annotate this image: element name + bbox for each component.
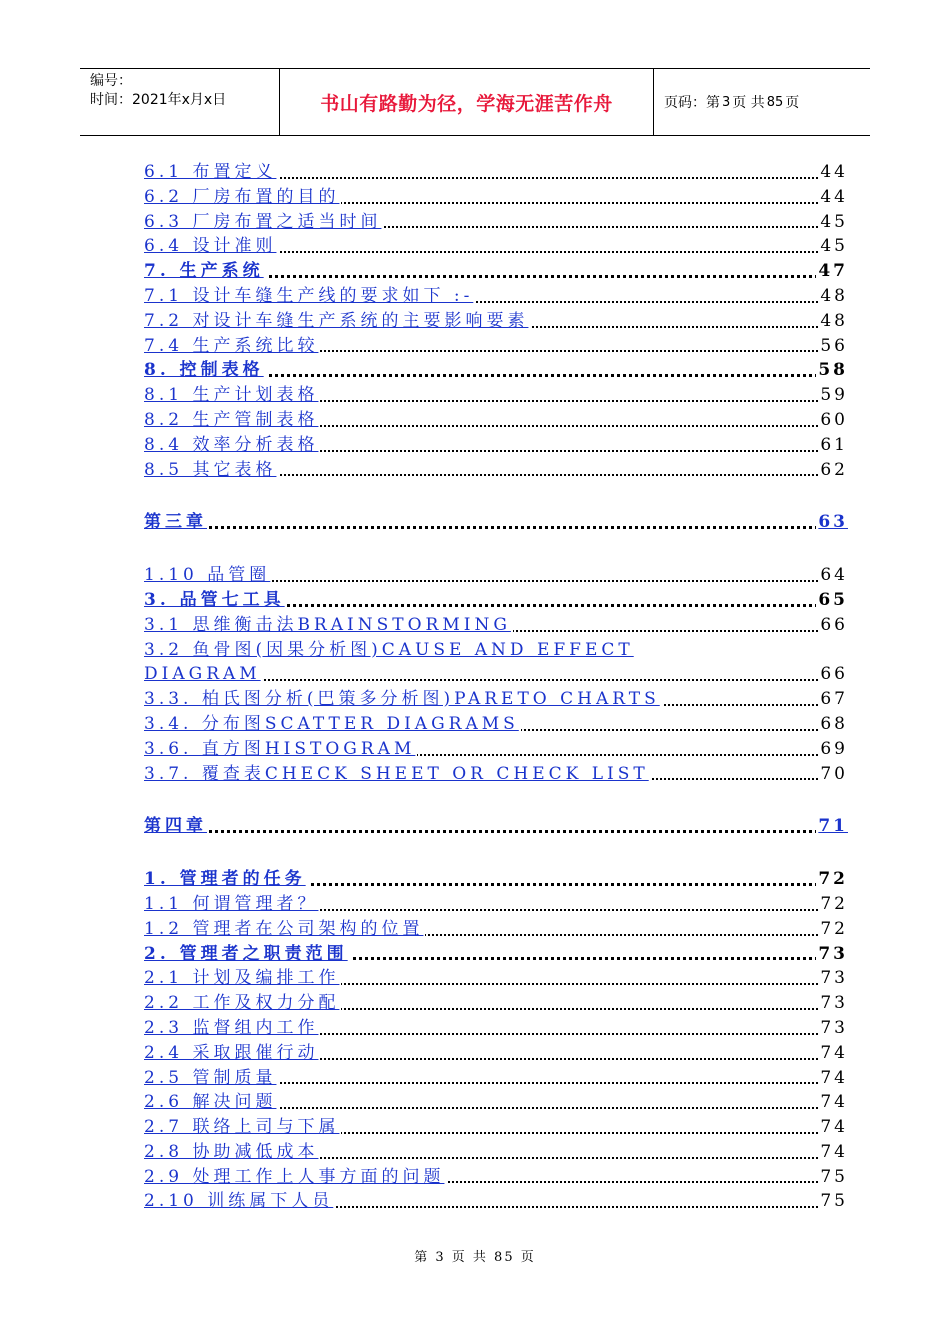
toc-entry-title[interactable]: 2.1 计划及编排工作 (144, 968, 340, 989)
toc-entry[interactable] (144, 458, 848, 483)
toc-entry-title[interactable]: 2.2 工作及权力分配 (144, 993, 340, 1014)
page-footer: 第 3 页 共 85 页 (414, 1250, 536, 1265)
toc-entry[interactable] (144, 185, 848, 210)
toc-entry-title[interactable]: 1.2 管理者在公司架构的位置 (144, 918, 424, 939)
toc-page-number: 71 (816, 814, 848, 839)
toc-page-number: 70 (818, 762, 848, 787)
toc-entry-title[interactable]: DIAGRAM (144, 664, 261, 685)
toc-page-number: 67 (818, 687, 848, 712)
toc-entry-title[interactable]: 2.5 管制质量 (144, 1067, 277, 1088)
toc-entry[interactable] (144, 1066, 848, 1091)
toc-entry[interactable] (144, 1189, 848, 1214)
toc-entry-title[interactable]: 7.4 生产系统比较 (144, 335, 319, 356)
toc-page-number: 60 (818, 408, 848, 433)
toc-entry-title[interactable]: 8.4 效率分析表格 (144, 434, 319, 455)
toc-section-1 (144, 160, 848, 482)
toc-entry-title[interactable]: 3.3. 柏氏图分析(巴策多分析图)PARETO CHARTS (144, 689, 660, 710)
toc-page-number: 44 (818, 185, 848, 210)
toc-page-number: 74 (818, 1066, 848, 1091)
toc-entry-title[interactable]: 2.6 解决问题 (144, 1092, 277, 1113)
toc-entry-title[interactable]: 2.4 采取跟催行动 (144, 1042, 319, 1063)
toc-entry[interactable] (144, 917, 848, 942)
toc-entry[interactable] (144, 259, 848, 284)
toc-entry-title[interactable]: 6.2 厂房布置的目的 (144, 186, 340, 207)
toc-entry-title[interactable]: 2.8 协助减低成本 (144, 1141, 319, 1162)
toc-page-number: 65 (816, 588, 848, 613)
toc-page-number: 58 (816, 358, 848, 383)
toc-entry[interactable] (144, 358, 848, 383)
toc-page-number: 48 (818, 309, 848, 334)
toc-entry-title[interactable]: 1.1 何谓管理者？ (144, 893, 319, 914)
toc-entry[interactable] (144, 433, 848, 458)
toc-entry-title[interactable]: 6.4 设计准则 (144, 236, 277, 257)
header-meta (80, 69, 280, 135)
toc-page-number: 73 (816, 942, 848, 967)
toc-entry[interactable] (144, 1115, 848, 1140)
toc-entry-title[interactable]: 8.5 其它表格 (144, 459, 277, 480)
toc-page-number: 73 (818, 1016, 848, 1041)
toc-entry[interactable] (144, 737, 848, 762)
toc-entry[interactable] (144, 712, 848, 737)
toc-page-number: 68 (818, 712, 848, 737)
toc-section-3 (144, 563, 848, 786)
toc-entry[interactable] (144, 1165, 848, 1190)
toc-entry[interactable] (144, 563, 848, 588)
toc-entry[interactable] (144, 1041, 848, 1066)
doc-number-label: 编号： (90, 73, 132, 89)
toc-entry[interactable] (144, 867, 848, 892)
toc-page-number: 75 (818, 1189, 848, 1214)
header-page-info (654, 69, 870, 135)
toc-entry-title[interactable]: 6.3 厂房布置之适当时间 (144, 211, 382, 232)
toc-entry-title[interactable]: 7. 生产系统 (144, 261, 264, 282)
toc-entry[interactable] (144, 383, 848, 408)
leader-dots (144, 526, 818, 529)
toc-page-number: 72 (818, 917, 848, 942)
toc-entry-title[interactable]: 7.1 设计车缝生产线的要求如下 :- (144, 285, 474, 306)
toc-entry-title[interactable]: 8.2 生产管制表格 (144, 409, 319, 430)
toc-section-4 (144, 867, 848, 1214)
toc-entry[interactable] (144, 991, 848, 1016)
toc-entry[interactable] (144, 966, 848, 991)
toc-page-number: 73 (818, 966, 848, 991)
toc-entry[interactable] (144, 1016, 848, 1041)
table-of-contents (144, 160, 848, 1214)
page-label-mid: 页 共 (732, 95, 765, 111)
toc-page-number: 63 (816, 510, 848, 535)
toc-entry[interactable] (144, 234, 848, 259)
toc-entry-title[interactable]: 3. 品管七工具 (144, 589, 285, 610)
toc-entry-title[interactable]: 2.7 联络上司与下属 (144, 1117, 340, 1138)
toc-page-number: 61 (818, 433, 848, 458)
toc-page-number: 48 (818, 284, 848, 309)
toc-entry[interactable] (144, 334, 848, 359)
toc-entry[interactable] (144, 638, 848, 663)
toc-entry[interactable] (144, 942, 848, 967)
toc-entry[interactable] (144, 662, 848, 687)
toc-entry-title[interactable]: 6.1 布置定义 (144, 162, 277, 182)
toc-page-number: 69 (818, 737, 848, 762)
toc-page-number: 56 (818, 334, 848, 359)
toc-entry-title[interactable]: 3.2 鱼骨图(因果分析图)CAUSE AND EFFECT (144, 639, 634, 660)
header-motto: 书山有路勤为径，学海无涯苦作舟 (280, 69, 654, 135)
toc-page-number: 47 (816, 259, 848, 284)
toc-page-number: 62 (818, 458, 848, 483)
page-current: 3 (722, 94, 731, 110)
toc-entry-title[interactable]: 2.3 监督组内工作 (144, 1017, 319, 1038)
toc-entry-title[interactable]: 1.10 品管圈 (144, 565, 271, 586)
toc-page-number: 72 (818, 892, 848, 917)
toc-page-number: 44 (818, 160, 848, 185)
page-label-prefix: 页码：第 (664, 95, 720, 111)
toc-chapter-4[interactable] (144, 814, 848, 839)
toc-entry-title[interactable]: 1. 管理者的任务 (144, 869, 306, 890)
toc-entry[interactable] (144, 613, 848, 638)
toc-page-number: 75 (818, 1165, 848, 1190)
toc-entry[interactable] (144, 762, 848, 787)
toc-entry-title[interactable]: 2.9 处理工作上人事方面的问题 (144, 1166, 445, 1187)
toc-page-number: 72 (816, 867, 848, 892)
toc-page-number: 45 (818, 210, 848, 235)
toc-entry-title[interactable]: 7.2 对设计车缝生产系统的主要影响要素 (144, 310, 529, 331)
toc-entry-title[interactable]: 2. 管理者之职责范围 (144, 943, 348, 964)
toc-page-number: 73 (818, 991, 848, 1016)
toc-page-number: 66 (818, 662, 848, 687)
toc-entry[interactable] (144, 687, 848, 712)
toc-entry-title[interactable]: 8.1 生产计划表格 (144, 385, 319, 406)
toc-entry-title[interactable]: 3.1 思维衡击法BRAINSTORMING (144, 614, 511, 635)
leader-dots (144, 830, 818, 833)
toc-entry[interactable] (144, 588, 848, 613)
toc-page-number: 74 (818, 1140, 848, 1165)
toc-page-number: 74 (818, 1090, 848, 1115)
toc-chapter-3[interactable] (144, 510, 848, 535)
toc-page-number: 64 (818, 563, 848, 588)
toc-entry[interactable] (144, 892, 848, 917)
toc-entry-title[interactable]: 8. 控制表格 (144, 360, 264, 381)
toc-entry[interactable] (144, 284, 848, 309)
toc-entry-title[interactable]: 2.10 训练属下人员 (144, 1191, 334, 1212)
toc-entry[interactable] (144, 1140, 848, 1165)
page-label-suffix: 页 (785, 95, 800, 111)
toc-page-number: 74 (818, 1041, 848, 1066)
toc-chapter-title[interactable]: 第四章 (144, 816, 207, 837)
toc-chapter-title[interactable]: 第三章 (144, 512, 207, 533)
toc-page-number: 66 (818, 613, 848, 638)
toc-entry[interactable] (144, 1090, 848, 1115)
toc-entry[interactable] (144, 309, 848, 334)
page-header (80, 68, 870, 136)
toc-entry-title[interactable]: 3.6. 直方图HISTOGRAM (144, 738, 416, 759)
toc-entry-title[interactable]: 3.4. 分布图SCATTER DIAGRAMS (144, 713, 519, 734)
toc-entry[interactable] (144, 408, 848, 433)
toc-page-number: 74 (818, 1115, 848, 1140)
page-total: 85 (766, 94, 784, 110)
doc-date-label: 时间：2021年x月x日 (90, 92, 227, 108)
toc-entry-title[interactable]: 3.7. 覆查表CHECK SHEET OR CHECK LIST (144, 763, 649, 784)
toc-entry[interactable] (144, 210, 848, 235)
toc-page-number: 45 (818, 234, 848, 259)
toc-entry[interactable] (144, 160, 848, 185)
toc-page-number: 59 (818, 383, 848, 408)
